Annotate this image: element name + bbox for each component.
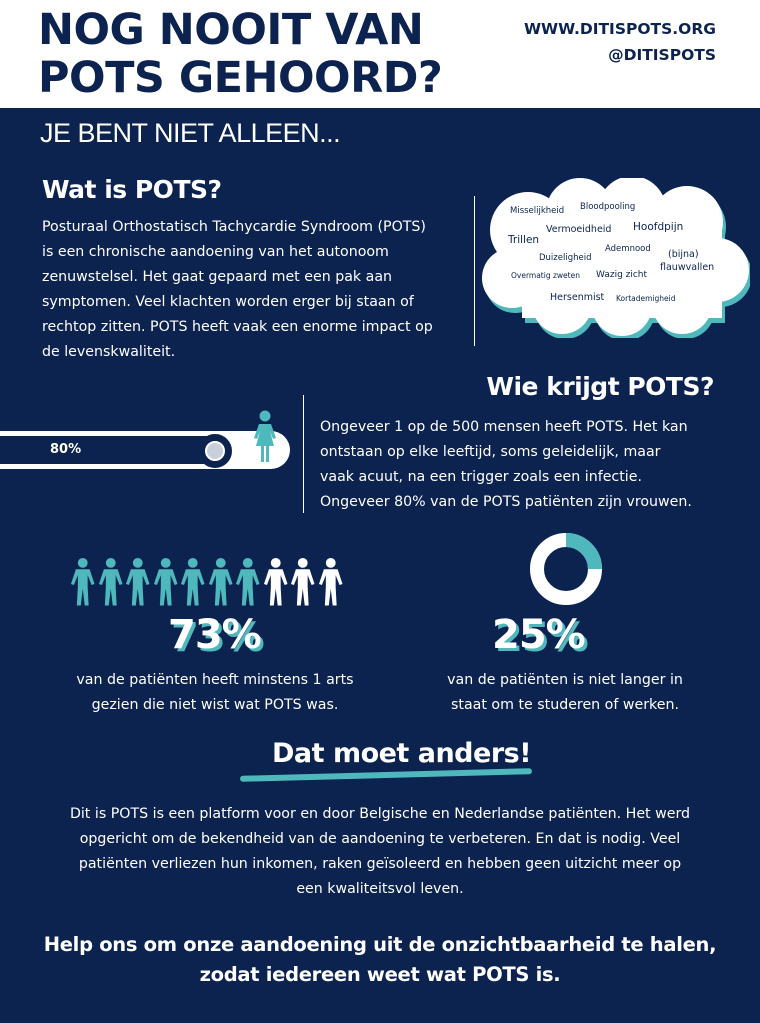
people-icon-row (70, 557, 343, 607)
change-line: Dit is POTS is een platform voor en door Belgische en Nederlandse patiënten. Het werd (69, 806, 691, 822)
symptom-word: flauwvallen (660, 262, 715, 273)
symptom-word: Overmatig zweten (511, 271, 580, 280)
title-line-1: NOG NOOIT VAN (38, 5, 424, 55)
who-line: vaak acuut, na een trigger zoals een infectie. (320, 469, 642, 485)
donut-chart-icon (529, 532, 603, 606)
website-link[interactable]: WWW.DITISPOTS.ORG (523, 20, 716, 38)
symptom-word: (bijna) (668, 249, 699, 260)
change-line: een kwaliteitsvol leven. (296, 881, 464, 897)
stat-value-25: 25% (492, 612, 585, 658)
person-icon (263, 557, 289, 607)
woman-icon (252, 410, 278, 464)
person-icon-highlighted (180, 557, 206, 607)
page-title (38, 6, 442, 102)
progress-bar-fill (0, 436, 228, 464)
person-icon (318, 557, 344, 607)
symptom-word: Vermoeidheid (546, 224, 612, 235)
person-icon-highlighted (125, 557, 151, 607)
who-paragraph (320, 415, 740, 515)
what-line: is een chronische aandoening van het autonoom (42, 244, 389, 260)
stat-caption-line: van de patiënten heeft minstens 1 arts (76, 672, 354, 688)
symptom-word: Misselijkheid (510, 206, 565, 216)
change-line: opgericht om de bekendheid van de aandoening te verbeteren. En dat is nodig. Veel (79, 831, 681, 847)
symptom-word: Trillen (508, 234, 540, 246)
what-line: symptomen. Veel klachten worden erger bij staan of (42, 294, 414, 310)
person-icon-highlighted (98, 557, 124, 607)
person-icon (290, 557, 316, 607)
who-heading: Wie krijgt POTS? (486, 372, 714, 401)
symptom-word: Bloodpooling (580, 202, 636, 212)
progress-label: 80% (50, 442, 82, 457)
call-to-action (0, 930, 760, 990)
heading-underline (240, 768, 532, 782)
person-icon-highlighted (235, 557, 261, 607)
symptom-word: Wazig zicht (596, 270, 648, 280)
stat-caption-73 (40, 668, 390, 718)
what-line: Posturaal Orthostatisch Tachycardie Syndroom (POTS) (42, 219, 426, 235)
stat-caption-line: gezien die niet wist wat POTS was. (91, 697, 339, 713)
who-line: Ongeveer 80% van de POTS patiënten zijn vrouwen. (320, 494, 692, 510)
symptom-cloud (482, 178, 750, 338)
symptom-word: Duizeligheid (539, 253, 592, 263)
person-icon-highlighted (208, 557, 234, 607)
what-line: zenuwstelsel. Het gaat gepaard met een pak aan (42, 269, 393, 285)
divider (474, 196, 475, 346)
what-heading: Wat is POTS? (42, 175, 222, 204)
subtitle: JE BENT NIET ALLEEN... (40, 118, 341, 148)
change-heading: Dat moet anders! (272, 738, 532, 769)
change-line: patiënten verliezen hun inkomen, raken geïsoleerd en hebben geen uitzicht meer op (78, 856, 682, 872)
stat-caption-line: van de patiënten is niet langer in (447, 672, 683, 688)
what-paragraph (42, 215, 472, 365)
symptom-word: Hersenmist (550, 292, 605, 303)
cta-line: zodat iedereen weet wat POTS is. (199, 963, 561, 986)
what-line: rechtop zitten. POTS heeft vaak een enorme impact op (42, 319, 433, 335)
cta-line: Help ons om onze aandoening uit de onzichtbaarheid te halen, (43, 933, 717, 956)
progress-knob-center (207, 443, 223, 459)
social-links (524, 16, 716, 68)
stat-value-73: 73% (168, 612, 261, 658)
who-line: ontstaan op elke leeftijd, soms geleidelijk, maar (320, 444, 661, 460)
title-line-2: POTS GEHOORD? (38, 53, 443, 103)
social-handle[interactable]: @DITISPOTS (608, 46, 716, 64)
who-line: Ongeveer 1 op de 500 mensen heeft POTS. Het kan (320, 419, 688, 435)
symptom-word: Ademnood (605, 244, 651, 254)
header-banner (0, 0, 760, 108)
divider (303, 395, 304, 513)
person-icon-highlighted (70, 557, 96, 607)
change-paragraph (20, 802, 740, 902)
person-icon-highlighted (153, 557, 179, 607)
stat-caption-25 (390, 668, 740, 718)
symptom-word: Hoofdpijn (633, 221, 684, 233)
stat-caption-line: staat om te studeren of werken. (451, 697, 679, 713)
symptom-word: Kortademigheid (616, 294, 676, 303)
what-line: de levenskwaliteit. (42, 344, 176, 360)
